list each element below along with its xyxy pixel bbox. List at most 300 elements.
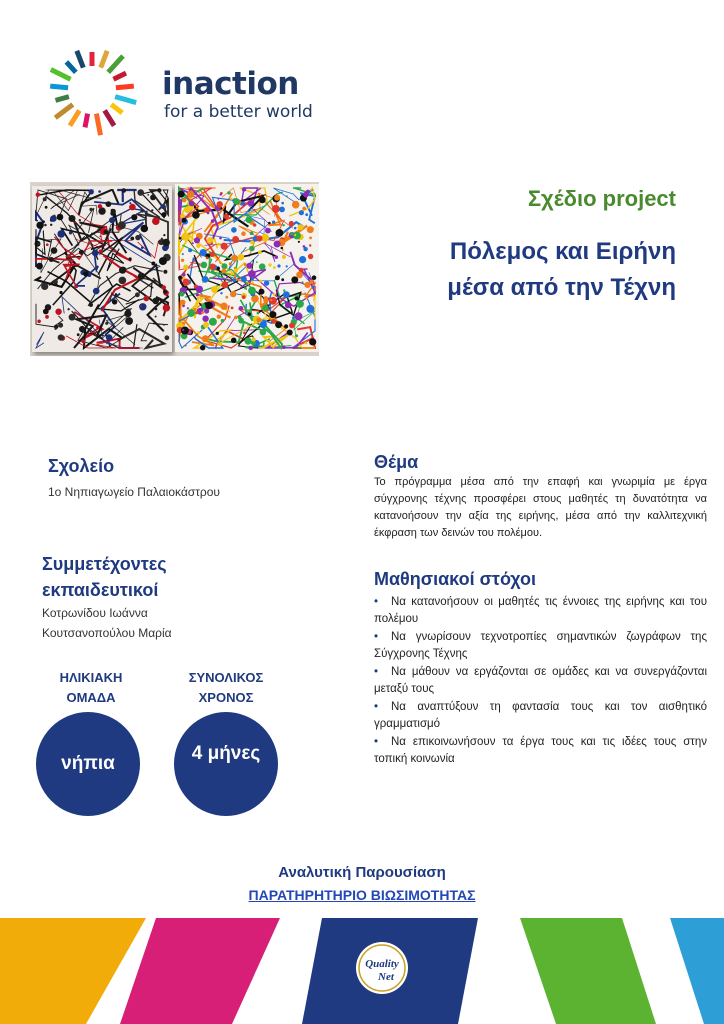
logo-ray xyxy=(96,114,100,136)
paint-splatter xyxy=(155,308,158,311)
goal-text: Να κατανοήσουν οι μαθητές τις έννοιες της ειρήνης και του πολέμου xyxy=(374,596,707,625)
teachers-heading-line1: Συμμετέχοντες xyxy=(42,554,167,574)
age-group-caption-line2: ΟΜΑΔΑ xyxy=(66,690,116,705)
paint-splatter xyxy=(129,202,131,204)
paint-splatter xyxy=(259,280,262,283)
paint-splatter xyxy=(151,262,155,266)
goal-text: Να μάθουν να εργάζονται σε ομάδες και να συνεργάζονται μεταξύ τους xyxy=(374,666,707,695)
paint-splatter xyxy=(37,320,41,324)
paint-splatter xyxy=(264,280,269,285)
paint-splatter xyxy=(202,335,209,342)
paint-splatter xyxy=(182,198,186,202)
paint-splatter xyxy=(246,216,253,223)
paint-splatter xyxy=(259,289,265,295)
paint-splatter xyxy=(196,286,203,293)
paint-splatter xyxy=(271,319,276,324)
paint-splatter xyxy=(217,315,221,319)
paint-splatter xyxy=(272,221,275,224)
paint-splatter xyxy=(231,255,238,262)
paint-splatter xyxy=(165,335,170,340)
paint-splatter xyxy=(147,194,149,196)
paint-splatter xyxy=(274,195,280,201)
paint-splatter xyxy=(268,222,271,225)
paint-splatter xyxy=(178,191,185,198)
paint-splatter xyxy=(36,222,43,229)
paint-splatter xyxy=(161,204,166,209)
paint-splatter xyxy=(217,243,220,246)
paint-splatter xyxy=(45,206,48,209)
paint-splatter xyxy=(297,224,303,230)
paint-splatter xyxy=(309,237,312,240)
paint-splatter xyxy=(79,250,84,255)
paint-splatter xyxy=(89,303,93,307)
paint-splatter xyxy=(269,297,277,305)
goal-item xyxy=(374,699,707,732)
footer-stripes xyxy=(0,918,724,1024)
paint-splatter xyxy=(291,276,298,283)
paint-splatter xyxy=(249,346,253,350)
paint-splatter xyxy=(183,265,188,270)
paint-splatter xyxy=(304,282,310,288)
paint-splatter xyxy=(252,323,254,325)
paint-splatter xyxy=(290,232,294,236)
paint-splatter xyxy=(295,334,298,337)
paint-splatter xyxy=(287,330,293,336)
paint-splatter xyxy=(227,191,230,194)
paint-splatter xyxy=(230,291,236,297)
paint-splatter xyxy=(152,217,160,225)
paint-splatter xyxy=(286,265,288,267)
paint-splatter xyxy=(244,263,247,266)
paint-splatter xyxy=(211,286,218,293)
logo-word-in: in xyxy=(162,66,194,102)
paint-splatter xyxy=(312,286,314,288)
paint-splatter xyxy=(185,345,187,347)
paint-splatter xyxy=(211,242,213,244)
paint-splatter xyxy=(69,231,72,234)
paint-splatter xyxy=(182,273,186,277)
paint-splatter xyxy=(58,334,64,340)
paint-splatter xyxy=(57,214,64,221)
paint-splatter xyxy=(138,273,145,280)
paint-splatter xyxy=(245,338,252,345)
paint-splatter xyxy=(162,285,167,290)
paint-splatter xyxy=(45,315,49,319)
paint-splatter xyxy=(43,309,49,315)
paint-splatter xyxy=(98,204,103,209)
paint-splatter xyxy=(140,305,142,307)
qualitynet-badge-line1: Quality xyxy=(365,958,399,970)
paint-splatter xyxy=(292,317,295,320)
bullet-icon: • xyxy=(374,701,379,713)
paint-splatter xyxy=(163,289,168,294)
paint-splatter xyxy=(220,193,222,195)
logo-tagline: for a better world xyxy=(164,102,313,122)
paint-splatter xyxy=(256,317,261,322)
theme-text: Το πρόγραμμα μέσα από την επαφή και γνωριμία με έργα σύγχρονης τέχνης προσφέρει στους μαθητές τη δυνατότητα να κατανοήσουν την αξία της ειρήνης, μέσα από την καλλιτεχνική έκφραση των δεινών του πολέμου. xyxy=(374,476,707,539)
logo-ray xyxy=(115,97,136,103)
paint-splatter xyxy=(112,299,117,304)
paint-splatter xyxy=(77,333,80,336)
logo-ray xyxy=(77,51,84,68)
paint-splatter xyxy=(178,276,182,280)
paint-splatter xyxy=(59,291,62,294)
paint-splatter xyxy=(131,214,137,220)
paint-splatter xyxy=(193,232,196,235)
duration-value: 4 μήνες xyxy=(191,743,261,764)
paint-splatter xyxy=(301,281,303,283)
paint-splatter xyxy=(211,270,214,273)
paint-splatter xyxy=(226,276,228,278)
paint-splatter xyxy=(109,217,115,223)
paint-splatter xyxy=(46,243,49,246)
paint-splatter xyxy=(204,308,209,313)
duration-caption-line2: ΧΡΟΝΟΣ xyxy=(198,690,254,705)
paint-splatter xyxy=(188,248,192,252)
paint-splatter xyxy=(246,263,252,269)
paint-splatter xyxy=(248,200,254,206)
paint-splatter xyxy=(295,312,303,320)
project-title xyxy=(346,234,676,306)
paint-splatter xyxy=(124,310,131,317)
logo-ray xyxy=(85,114,88,128)
paint-splatter xyxy=(135,235,140,240)
paint-splatter xyxy=(183,279,190,286)
sustainability-observatory-link[interactable]: ΠΑΡΑΤΗΡΗΤΗΡΙΟ ΒΙΩΣΙΜΟΤΗΤΑΣ xyxy=(248,887,476,903)
paint-splatter xyxy=(258,251,262,255)
paint-splatter xyxy=(206,257,209,260)
paint-splatter xyxy=(93,288,100,295)
paint-splatter xyxy=(187,307,189,309)
paint-splatter xyxy=(221,263,227,269)
paint-splatter xyxy=(281,247,284,250)
paint-splatter xyxy=(310,280,314,284)
paint-splatter xyxy=(305,213,308,216)
goals-list xyxy=(374,594,707,769)
paint-splatter xyxy=(256,261,258,263)
paint-splatter xyxy=(260,329,267,336)
paint-splatter xyxy=(130,237,134,241)
paint-splatter xyxy=(152,298,159,305)
logo-word-action: action xyxy=(193,66,299,102)
logo-ray xyxy=(116,86,134,88)
paint-splatter xyxy=(179,292,184,297)
paint-splatter xyxy=(104,230,109,235)
paint-splatter xyxy=(303,192,309,198)
paint-splatter xyxy=(242,295,246,299)
paint-splatter xyxy=(238,318,244,324)
paint-splatter xyxy=(282,345,286,349)
paint-splatter xyxy=(305,297,308,300)
paint-splatter xyxy=(187,191,194,198)
age-group-caption xyxy=(36,668,146,708)
paint-splatter xyxy=(129,204,136,211)
paint-splatter xyxy=(182,329,184,331)
paint-splatter xyxy=(233,198,240,205)
paint-splatter xyxy=(203,322,209,328)
paint-splatter xyxy=(303,245,306,248)
paint-splatter xyxy=(293,232,301,240)
paint-splatter xyxy=(209,318,217,326)
paint-splatter xyxy=(162,239,170,247)
qualitynet-badge xyxy=(356,942,408,994)
paint-splatter xyxy=(36,193,40,197)
paint-splatter xyxy=(257,312,260,315)
paint-splatter xyxy=(143,296,149,302)
goal-item xyxy=(374,664,707,697)
paint-splatter xyxy=(219,342,223,346)
paint-splatter xyxy=(251,277,254,280)
paint-splatter xyxy=(232,236,239,243)
logo-ray xyxy=(105,110,115,125)
paint-splatter xyxy=(57,230,65,238)
paint-splatter xyxy=(253,209,255,211)
logo-ray xyxy=(51,70,71,80)
paint-splatter xyxy=(119,277,127,285)
paint-splatter xyxy=(309,338,316,345)
paint-splatter xyxy=(270,299,272,301)
paint-splatter xyxy=(286,195,288,197)
paint-splatter xyxy=(302,207,306,211)
paint-splatter xyxy=(89,208,92,211)
paint-splatter xyxy=(294,234,296,236)
bullet-icon: • xyxy=(374,736,379,748)
paint-splatter xyxy=(205,302,213,310)
paint-splatter xyxy=(74,222,76,224)
paint-splatter xyxy=(294,296,298,300)
duration-badge xyxy=(174,712,278,816)
logo-ray xyxy=(101,51,108,68)
paint-splatter xyxy=(43,197,47,201)
paint-splatter xyxy=(139,303,146,310)
paint-splatter xyxy=(296,300,304,308)
paint-splatter xyxy=(289,221,294,226)
paint-splatter xyxy=(182,253,184,255)
paint-splatter xyxy=(79,219,81,221)
paint-splatter xyxy=(36,263,43,270)
paint-splatter xyxy=(273,293,276,296)
paint-splatter xyxy=(106,201,112,207)
paint-splatter xyxy=(268,263,271,266)
paint-splatter xyxy=(219,237,222,240)
paint-splatter xyxy=(273,266,276,269)
paint-splatter xyxy=(51,247,58,254)
paint-splatter xyxy=(234,268,238,272)
paint-splatter xyxy=(309,244,311,246)
paint-splatter xyxy=(299,210,304,215)
goal-text: Να γνωρίσουν τεχνοτροπίες σημαντικών ζωγράφων της Σύγχρονης Τέχνης xyxy=(374,631,707,660)
paint-splatter xyxy=(282,255,286,259)
logo-ray xyxy=(70,110,80,125)
paint-splatter xyxy=(231,338,237,344)
paint-splatter xyxy=(129,257,132,260)
paint-splatter xyxy=(304,342,307,345)
paint-splatter xyxy=(105,322,108,325)
paint-splatter xyxy=(275,321,282,328)
project-title-line1: Πόλεμος και Ειρήνη xyxy=(449,238,676,265)
paint-splatter xyxy=(197,331,200,334)
paint-splatter xyxy=(243,332,246,335)
paint-splatter xyxy=(150,195,156,201)
paint-splatter xyxy=(141,246,144,249)
bullet-icon: • xyxy=(374,596,379,608)
paint-splatter xyxy=(41,283,48,290)
paint-splatter xyxy=(248,312,251,315)
paint-splatter xyxy=(241,276,247,282)
paint-splatter xyxy=(55,309,61,315)
paint-splatter xyxy=(211,219,215,223)
paint-splatter xyxy=(121,267,127,273)
school-heading: Σχολείο xyxy=(48,456,115,476)
teachers-list xyxy=(42,603,172,643)
paint-splatter xyxy=(141,225,149,233)
paint-splatter xyxy=(242,187,246,191)
bullet-icon: • xyxy=(374,631,379,643)
logo-wordmark xyxy=(162,66,299,102)
logo-ray xyxy=(114,73,127,79)
goals-heading: Μαθησιακοί στόχοι xyxy=(374,569,536,589)
paint-splatter xyxy=(282,249,284,251)
age-group-value: νήπια xyxy=(61,753,115,774)
paint-splatter xyxy=(181,188,183,190)
paint-splatter xyxy=(201,311,204,314)
paint-splatter xyxy=(83,271,88,276)
paint-splatter xyxy=(282,224,284,226)
paint-splatter xyxy=(284,324,288,328)
paint-splatter xyxy=(230,198,232,200)
paint-splatter xyxy=(201,262,208,269)
paint-splatter xyxy=(289,323,295,329)
paint-splatter xyxy=(298,241,300,243)
paint-splatter xyxy=(44,224,47,227)
paint-splatter xyxy=(69,314,76,321)
paint-splatter xyxy=(68,308,70,310)
paint-splatter xyxy=(222,281,229,288)
logo-ray xyxy=(108,56,123,72)
paint-splatter xyxy=(274,241,281,248)
qualitynet-badge-line2: Net xyxy=(378,971,394,983)
paint-splatter xyxy=(192,242,194,244)
paint-splatter xyxy=(148,316,150,318)
paint-splatter xyxy=(299,256,306,263)
paint-splatter xyxy=(281,278,284,281)
paint-splatter xyxy=(238,254,245,261)
paint-splatter xyxy=(207,212,210,215)
paint-splatter xyxy=(67,254,71,258)
paint-splatter xyxy=(299,268,304,273)
paint-splatter xyxy=(262,305,269,312)
duration-caption-line1: ΣΥΝΟΛΙΚΟΣ xyxy=(188,670,264,685)
bullet-icon: • xyxy=(374,666,379,678)
duration-caption xyxy=(170,668,282,708)
paint-splatter xyxy=(275,256,278,259)
paint-splatter xyxy=(163,304,170,311)
paint-splatter xyxy=(106,334,112,340)
paint-splatter xyxy=(91,244,93,246)
paint-splatter xyxy=(196,293,199,296)
paint-splatter xyxy=(221,319,225,323)
paint-splatter xyxy=(250,240,254,244)
paint-splatter xyxy=(281,202,284,205)
paint-splatter xyxy=(137,189,144,196)
paint-splatter xyxy=(187,309,195,317)
paint-splatter xyxy=(69,215,76,222)
in-action-logo xyxy=(38,38,338,138)
teacher-name: Κουτσανοπούλου Μαρία xyxy=(42,626,172,640)
teachers-heading-line2: εκπαιδευτικοί xyxy=(42,580,159,600)
age-group-badge xyxy=(36,712,140,816)
paint-splatter xyxy=(53,215,55,217)
paint-splatter xyxy=(89,189,94,194)
paint-splatter xyxy=(229,262,232,265)
paint-splatter xyxy=(269,311,276,318)
paint-splatter xyxy=(265,228,271,234)
footer-stripe-green xyxy=(520,918,656,1024)
paint-splatter xyxy=(181,259,184,262)
paint-splatter xyxy=(224,214,229,219)
paint-splatter xyxy=(239,306,244,311)
teachers-heading xyxy=(42,551,167,603)
paint-splatter xyxy=(192,211,200,219)
logo-ray xyxy=(56,97,69,101)
paint-splatter xyxy=(49,257,54,262)
project-title-line2: μέσα από την Τέχνη xyxy=(447,274,676,301)
paint-splatter xyxy=(92,250,99,257)
paint-splatter xyxy=(259,263,266,270)
paint-splatter xyxy=(195,302,198,305)
paint-splatter xyxy=(241,231,246,236)
paint-splatter xyxy=(36,220,38,222)
goal-item xyxy=(374,594,707,627)
paint-splatter xyxy=(276,229,284,237)
paint-splatter xyxy=(179,237,182,240)
paint-splatter xyxy=(181,233,189,241)
logo-ray xyxy=(55,105,73,118)
school-name: 1ο Νηπιαγωγείο Παλαιοκάστρου xyxy=(48,485,220,499)
paint-splatter xyxy=(231,227,237,233)
paint-splatter xyxy=(202,316,208,322)
paint-splatter xyxy=(161,212,166,217)
paint-splatter xyxy=(202,276,209,283)
paint-splatter xyxy=(42,220,45,223)
paint-splatter xyxy=(135,292,140,297)
paint-splatter xyxy=(189,201,195,207)
paint-splatter xyxy=(264,296,268,300)
paint-splatter xyxy=(226,309,228,311)
paint-splatter xyxy=(79,326,85,332)
goal-item xyxy=(374,629,707,662)
paint-splatter xyxy=(163,324,165,326)
paint-splatter xyxy=(50,224,52,226)
paint-splatter xyxy=(37,242,40,245)
footer-stripe-yellow xyxy=(0,918,146,1024)
theme-heading: Θέμα xyxy=(374,452,419,472)
paint-splatter xyxy=(244,287,247,290)
paint-splatter xyxy=(195,311,198,314)
goal-text: Να αναπτύξουν τη φαντασία τους και τον αισθητικό γραμματισμό xyxy=(374,701,707,730)
age-group-caption-line1: ΗΛΙΚΙΑΚΗ xyxy=(59,670,123,685)
paint-splatter xyxy=(308,254,313,259)
paint-splatter xyxy=(220,292,222,294)
paint-splatter xyxy=(54,328,56,330)
paint-splatter xyxy=(283,291,290,298)
paint-splatter xyxy=(277,264,280,267)
footer-stripe-blue xyxy=(670,918,724,1024)
logo-ray xyxy=(111,105,122,113)
paint-splatter xyxy=(181,327,189,335)
paint-splatter xyxy=(115,293,117,295)
paint-splatter xyxy=(200,345,205,350)
